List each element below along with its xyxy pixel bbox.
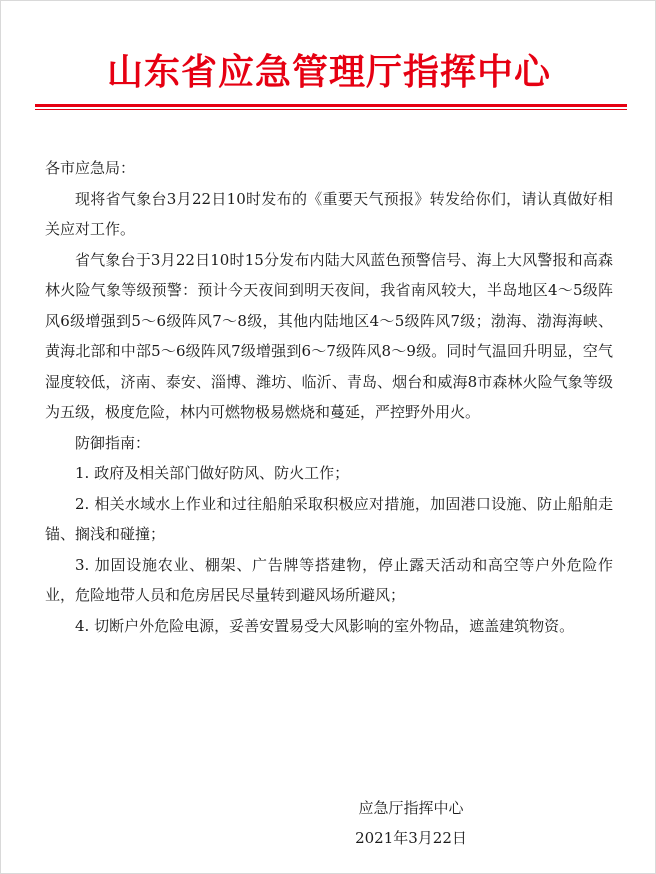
- paragraph-forecast: 省气象台于3月22日10时15分发布内陆大风蓝色预警信号、海上大风警报和高森林火险气象等级预警：预计今天夜间到明天夜间，我省南风较大，半岛地区4～5级阵风6级增强到5～6级阵风7～8级，其他内陆地区4～5级阵风7级；渤海、渤海海峡、黄海北部和中部5～6级阵风7级增强到6～7级阵风8～9级。同时气温回升明显，空气湿度较低，济南、泰安、淄博、潍坊、临沂、青岛、烟台和威海8市森林火险气象等级为五级，极度危险，林内可燃物极易燃烧和蔓延，严控野外用火。: [45, 250, 613, 421]
- signature-issuer: 应急厅指挥中心: [358, 799, 464, 817]
- document-body: [45, 153, 613, 641]
- signature-date: 2021年3月22日: [355, 829, 467, 847]
- signature-block: [321, 793, 501, 853]
- paragraph-guide-heading: 防御指南：: [75, 433, 151, 452]
- letterhead-rule-thick: [35, 104, 627, 107]
- paragraph-guide-item-1: 1. 政府及相关部门做好防风、防火工作；: [75, 464, 350, 482]
- paragraph-guide-item-2: 2. 相关水域水上作业和过往船舶采取积极应对措施，加固港口设施、防止船舶走锚、搁浅和碰撞；: [45, 494, 613, 543]
- salutation: 各市应急局：: [45, 159, 136, 177]
- letterhead-rule-thin: [35, 109, 627, 110]
- letterhead-title: 山东省应急管理厅指挥中心: [106, 52, 551, 93]
- paragraph-guide-item-3: 3. 加固设施农业、棚架、广告牌等搭建物，停止露天活动和高空等户外危险作业，危险地带人员和危房居民尽量转到避风场所避风；: [45, 555, 613, 604]
- paragraph-guide-item-4: 4. 切断户外危险电源，妥善安置易受大风影响的室外物品，遮盖建筑物资。: [75, 616, 575, 635]
- paragraph-intro: 现将省气象台3月22日10时发布的《重要天气预报》转发给你们，请认真做好相关应对工作。: [45, 189, 613, 238]
